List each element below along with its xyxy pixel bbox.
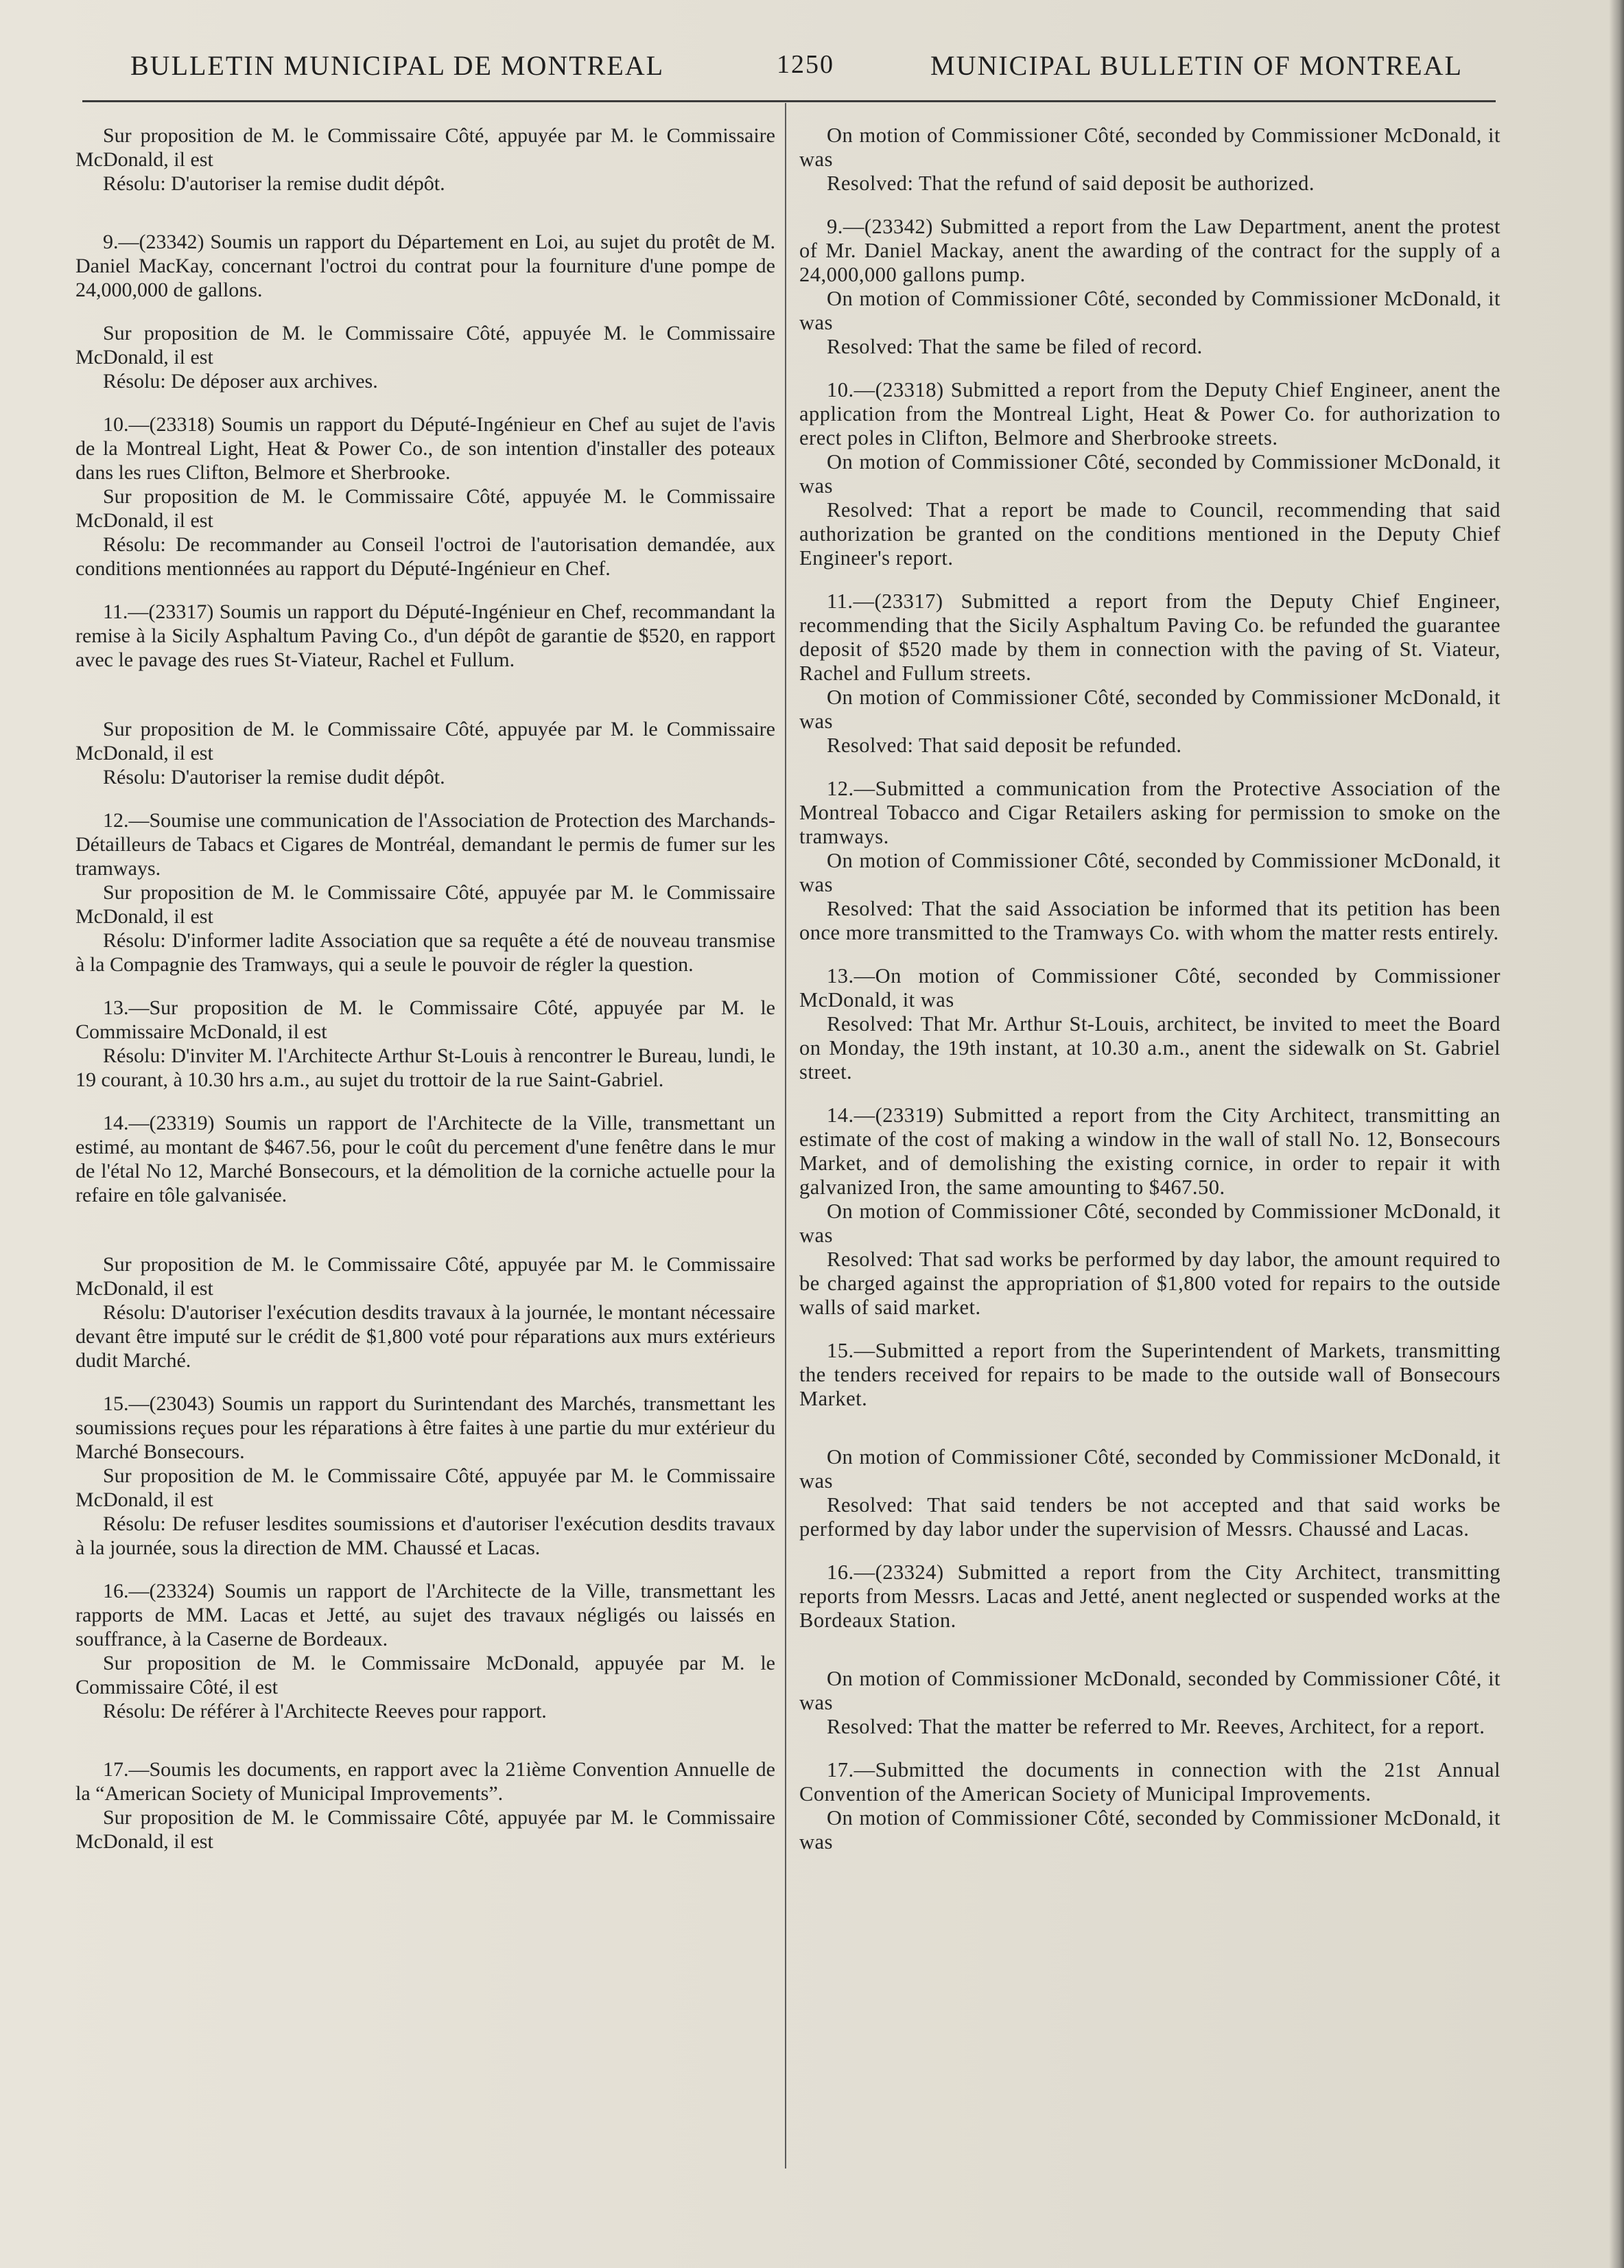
english-paragraph: 15.—Submitted a report from the Superintendent of Markets, transmitting the tenders received for repairs to be made to the outside wall of Bonsecours Market. (799, 1339, 1501, 1410)
english-paragraph: On motion of Commissioner Côté, seconded by Commissioner McDonald, it was (799, 1445, 1501, 1493)
english-paragraph: Resolved: That Mr. Arthur St-Louis, architect, be invited to meet the Board on Monday, the 19th instant, at 10.30 a.m., anent the sidewalk on St. Gabriel street. (799, 1012, 1501, 1084)
english-paragraph: Resolved: That the same be filed of record. (827, 335, 1203, 358)
french-paragraph: Sur proposition de M. le Commissaire Côté, appuyée par M. le Commissaire McDonald, il est (75, 881, 775, 928)
english-paragraph: 14.—(23319) Submitted a report from the City Architect, transmitting an estimate of the cost of making a window in the wall of stall No. 12, Bonsecours Market, and of demolishing the existing cornice, in order to repair it with galvanized Iron, the same amounting to $467.50. (799, 1103, 1501, 1199)
english-paragraph: Resolved: That a report be made to Council, recommending that said authorization be granted on the conditions mentioned in the Deputy Chief Engineer's report. (799, 498, 1501, 570)
english-paragraph: 16.—(23324) Submitted a report from the City Architect, transmitting reports from Messrs. Lacas and Jetté, anent neglected or suspended works at the Bordeaux Station. (799, 1560, 1501, 1632)
french-paragraph: Résolu: D'informer ladite Association que sa requête a été de nouveau transmise à la Compagnie des Tramways, qui a seule le pouvoir de régler la question. (75, 929, 775, 976)
french-paragraph: Sur proposition de M. le Commissaire Côté, appuyée par M. le Commissaire McDonald, il est (75, 1253, 775, 1300)
page-number: 1250 (777, 50, 834, 79)
english-paragraph: On motion of Commissioner Côté, seconded by Commissioner McDonald, it was (799, 1200, 1501, 1247)
page-header (82, 49, 1528, 91)
french-paragraph: 9.—(23342) Soumis un rapport du Département en Loi, au sujet du protêt de M. Daniel MacKay, concernant l'octroi du contrat pour la fourniture d'une pompe de 24,000,000 de gallons. (75, 231, 775, 301)
english-paragraph: 11.—(23317) Submitted a report from the Deputy Chief Engineer, recommending that the Sicily Asphaltum Paving Co. be refunded the guarantee deposit of $520 made by them in connection with the paving of St. Viateur, Rachel and Fullum streets. (799, 589, 1501, 685)
french-paragraph: Résolu: De refuser lesdites soumissions et d'autoriser l'exécution desdits travaux à la journée, sous la direction de MM. Chaussé et Lacas. (75, 1512, 775, 1559)
english-paragraph: On motion of Commissioner Côté, seconded by Commissioner McDonald, it was (799, 1806, 1501, 1854)
french-paragraph: Sur proposition de M. le Commissaire Côté, appuyée par M. le Commissaire McDonald, il est (75, 1806, 775, 1853)
french-paragraph: Résolu: De référer à l'Architecte Reeves pour rapport. (103, 1700, 547, 1722)
french-paragraph: Résolu: D'autoriser la remise dudit dépôt. (103, 766, 445, 788)
english-paragraph: 13.—On motion of Commissioner Côté, seconded by Commissioner McDonald, it was (799, 964, 1501, 1012)
english-paragraph: Resolved: That the said Association be informed that its petition has been once more transmitted to the Tramways Co. with whom the matter rests entirely. (799, 897, 1501, 944)
french-paragraph: Sur proposition de M. le Commissaire Côté, appuyée M. le Commissaire McDonald, il est (75, 485, 775, 532)
english-paragraph: On motion of Commissioner Côté, seconded by Commissioner McDonald, it was (799, 849, 1501, 896)
french-title: BULLETIN MUNICIPAL DE MONTREAL (130, 50, 665, 81)
english-paragraph: Resolved: That said deposit be refunded. (827, 734, 1182, 757)
english-paragraph: On motion of Commissioner McDonald, seconded by Commissioner Côté, it was (799, 1667, 1501, 1714)
french-paragraph: Sur proposition de M. le Commissaire Côté, appuyée par M. le Commissaire McDonald, il est (75, 718, 775, 764)
french-paragraph: 15.—(23043) Soumis un rapport du Surintendant des Marchés, transmettant les soumissions reçues pour les réparations à être faites à une partie du mur extérieur du Marché Bonsecours. (75, 1392, 775, 1463)
french-paragraph: 12.—Soumise une communication de l'Association de Protection des Marchands-Détailleurs de Tabacs et Cigares de Montréal, demandant le permis de fumer sur les tramways. (75, 809, 775, 880)
french-paragraph: Résolu: De déposer aux archives. (103, 370, 378, 393)
english-paragraph: Resolved: That said tenders be not accepted and that said works be performed by day labor under the supervision of Messrs. Chaussé and Lacas. (799, 1493, 1501, 1541)
french-paragraph: Résolu: D'inviter M. l'Architecte Arthur St-Louis à rencontrer le Bureau, lundi, le 19 courant, à 10.30 hrs a.m., au sujet du trottoir de la rue Saint-Gabriel. (75, 1044, 775, 1091)
english-column (799, 124, 1501, 1854)
french-paragraph: 16.—(23324) Soumis un rapport de l'Architecte de la Ville, transmettant les rapports de MM. Lacas et Jetté, au sujet des travaux négligés ou laissés en souffrance, à la Caserne de Bordeaux. (75, 1580, 775, 1650)
english-paragraph: On motion of Commissioner Côté, seconded by Commissioner McDonald, it was (799, 287, 1501, 334)
french-paragraph: Sur proposition de M. le Commissaire Côté, appuyée par M. le Commissaire McDonald, il est (75, 1464, 775, 1511)
english-paragraph: 9.—(23342) Submitted a report from the Law Department, anent the protest of Mr. Daniel Mackay, anent the awarding of the contract for the supply of a 24,000,000 gallons pump. (799, 215, 1501, 286)
page-edge-shadow (1609, 0, 1624, 2268)
english-paragraph: 12.—Submitted a communication from the Protective Association of the Montreal Tobacco and Cigar Retailers asking for permission to smoke on the tramways. (799, 777, 1501, 848)
column-divider (785, 103, 786, 2168)
french-column (75, 124, 775, 1854)
french-paragraph: Sur proposition de M. le Commissaire Côté, appuyée M. le Commissaire McDonald, il est (75, 322, 775, 369)
french-paragraph: 14.—(23319) Soumis un rapport de l'Architecte de la Ville, transmettant un estimé, au montant de $467.56, pour le coût du percement d'une fenêtre dans le mur de l'étal No 12, Marché Bonsecours, et la démolition de la corniche actuelle pour la refaire en tôle galvanisée. (75, 1112, 775, 1206)
english-paragraph: Resolved: That the refund of said deposit be authorized. (827, 172, 1315, 195)
french-paragraph: Sur proposition de M. le Commissaire Côté, appuyée par M. le Commissaire McDonald, il est (75, 124, 775, 171)
header-rule (82, 100, 1496, 102)
english-paragraph: On motion of Commissioner Côté, seconded by Commissioner McDonald, it was (799, 450, 1501, 498)
english-paragraph: Resolved: That the matter be referred to Mr. Reeves, Architect, for a report. (827, 1715, 1485, 1738)
french-paragraph: 17.—Soumis les documents, en rapport avec la 21ième Convention Annuelle de la “American Society of Municipal Improvements”. (75, 1758, 775, 1805)
french-paragraph: 13.—Sur proposition de M. le Commissaire Côté, appuyée par M. le Commissaire McDonald, il est (75, 996, 775, 1043)
french-paragraph: 10.—(23318) Soumis un rapport du Député-Ingénieur en Chef au sujet de l'avis de la Montreal Light, Heat & Power Co., de son intention d'installer des poteaux dans les rues Clifton, Belmore et Sherbrooke. (75, 413, 775, 484)
english-title: MUNICIPAL BULLETIN OF MONTREAL (930, 50, 1463, 81)
french-paragraph: 11.—(23317) Soumis un rapport du Député-Ingénieur en Chef, recommandant la remise à la Sicily Asphaltum Paving Co., d'un dépôt de garantie de $520, en rapport avec le pavage des rues St-Viateur, Rachel et Fullum. (75, 600, 775, 671)
english-paragraph: 17.—Submitted the documents in connection with the 21st Annual Convention of the American Society of Municipal Improvements. (799, 1758, 1501, 1805)
english-paragraph: 10.—(23318) Submitted a report from the Deputy Chief Engineer, anent the application from the Montreal Light, Heat & Power Co. for authorization to erect poles in Clifton, Belmore and Sherbrooke streets. (799, 378, 1501, 449)
french-paragraph: Résolu: De recommander au Conseil l'octroi de l'autorisation demandée, aux conditions mentionnées au rapport du Député-Ingénieur en Chef. (75, 533, 775, 580)
french-paragraph: Résolu: D'autoriser la remise dudit dépôt. (103, 172, 445, 195)
english-paragraph: Resolved: That sad works be performed by day labor, the amount required to be charged against the appropriation of $1,800 voted for repairs to the outside walls of said market. (799, 1248, 1501, 1319)
french-paragraph: Résolu: D'autoriser l'exécution desdits travaux à la journée, le montant nécessaire devant être imputé sur le crédit de $1,800 voté pour réparations aux murs extérieurs dudit Marché. (75, 1301, 775, 1372)
english-paragraph: On motion of Commissioner Côté, seconded by Commissioner McDonald, it was (799, 686, 1501, 733)
french-paragraph: Sur proposition de M. le Commissaire McDonald, appuyée par M. le Commissaire Côté, il est (75, 1652, 775, 1698)
english-paragraph: On motion of Commissioner Côté, seconded by Commissioner McDonald, it was (799, 124, 1501, 171)
